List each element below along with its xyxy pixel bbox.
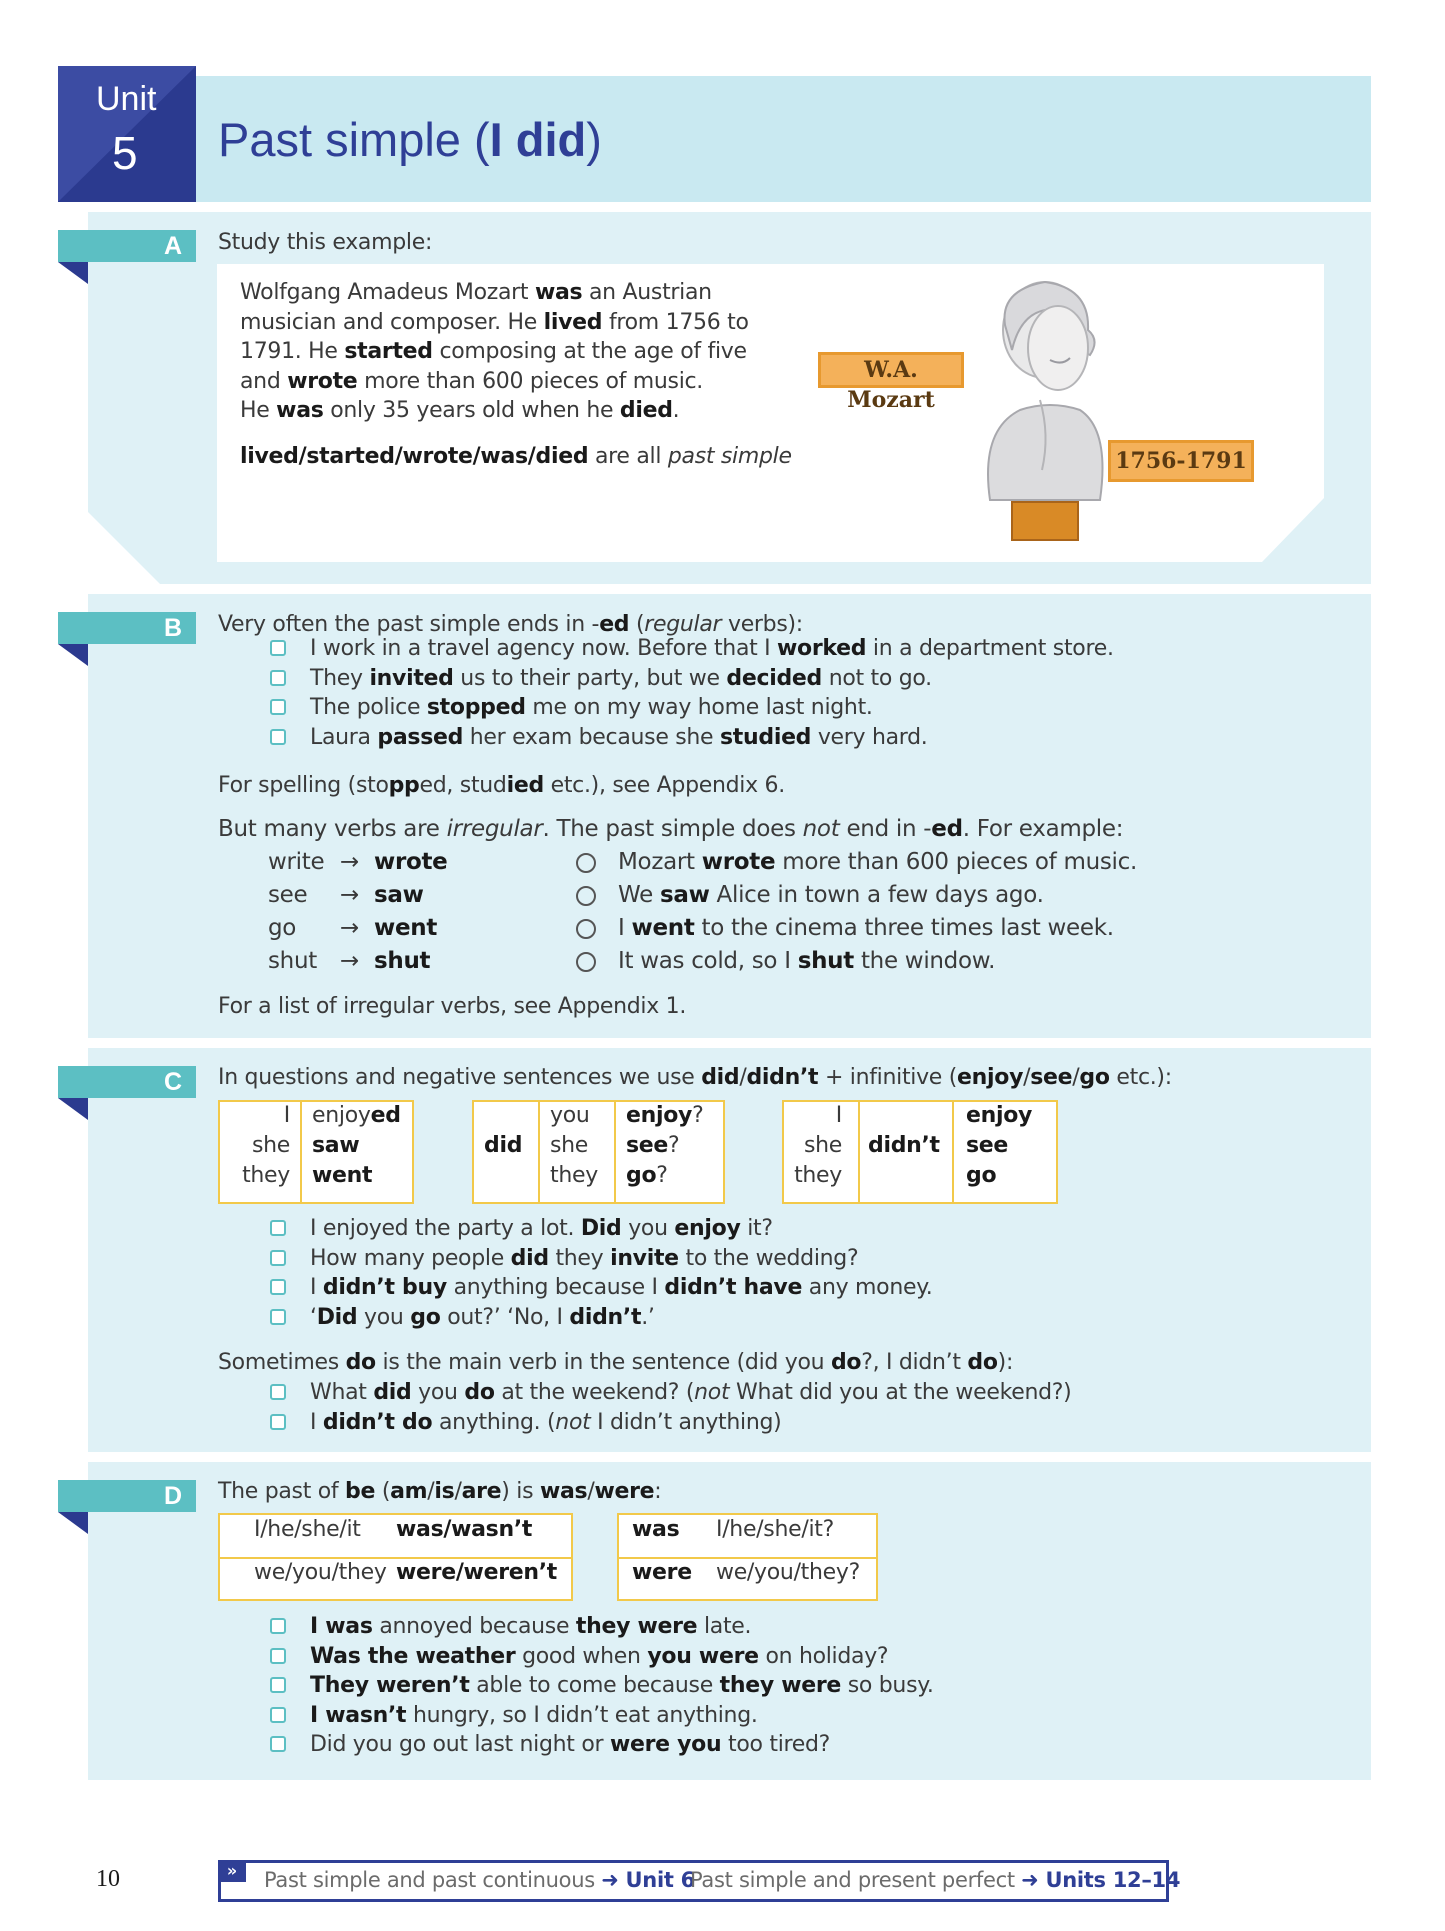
checkbox-icon (270, 670, 286, 686)
verb-past: went (374, 915, 438, 941)
checkbox-icon (270, 1707, 286, 1723)
example-sentence: I wasn’t hungry, so I didn’t eat anything. (310, 1702, 758, 1728)
checkbox-icon (270, 1648, 286, 1664)
past-simple-summary: lived/started/wrote/was/died are all past simple (240, 444, 792, 469)
table-verb: enjoy? (626, 1103, 704, 1128)
irregular-intro: But many verbs are irregular. The past simple does not end in -ed. For example: (218, 816, 1124, 842)
checkbox-icon (270, 699, 286, 715)
example-sentence: We saw Alice in town a few days ago. (618, 882, 1044, 908)
checkbox-icon (270, 1414, 286, 1430)
example-sentence: I didn’t buy anything because I didn’t have any money. (310, 1275, 933, 1300)
table-subject: she (251, 1133, 290, 1158)
example-sentence: They invited us to their party, but we decided not to go. (310, 665, 932, 691)
table-verb: enjoy (966, 1103, 1033, 1128)
circle-bullet-icon (576, 952, 596, 972)
unit-word: Unit (96, 80, 157, 118)
verb-base: see (268, 882, 308, 908)
circle-bullet-icon (576, 919, 596, 939)
do-main-verb-intro: Sometimes do is the main verb in the sentence (did you do?, I didn’t do): (218, 1350, 1014, 1375)
page-number: 10 (96, 1866, 120, 1892)
mozart-years-label: 1756-1791 (1108, 440, 1254, 482)
verb-past: wrote (374, 849, 448, 875)
table-subject: she (803, 1133, 842, 1158)
example-sentence: The police stopped me on my way home last night. (310, 695, 873, 720)
circle-bullet-icon (576, 853, 596, 873)
table-verb: see? (626, 1133, 680, 1158)
table-subject: they (794, 1163, 842, 1188)
table-verb: enjoyed (312, 1103, 401, 1128)
right-arrow-icon: → (340, 915, 359, 941)
mozart-line: Wolfgang Amadeus Mozart was an Austrian (240, 280, 712, 305)
section-a-tab: A (58, 230, 196, 262)
example-sentence: Mozart wrote more than 600 pieces of music. (618, 849, 1137, 875)
section-a-tab-fold (58, 262, 88, 284)
irregular-list-note: For a list of irregular verbs, see Appendix 1. (218, 994, 687, 1019)
table-subject: we/you/they? (716, 1560, 860, 1585)
table-subject: I/he/she/it (254, 1517, 361, 1542)
table-verb: go (966, 1163, 997, 1188)
section-c-tab-fold (58, 1098, 88, 1120)
section-d-tab: D (58, 1480, 196, 1512)
table-verb: was (632, 1517, 680, 1542)
page-title: Past simple (I did) (218, 113, 602, 166)
mozart-line: 1791. He started composing at the age of five (240, 339, 747, 364)
table-verb: were (632, 1560, 692, 1585)
section-d-intro: The past of be (am/is/are) is was/were: (218, 1479, 662, 1504)
crossref-link-units-12-14[interactable]: Past simple and present perfect ➜ Units 12–14 (690, 1868, 1181, 1892)
section-c-intro: In questions and negative sentences we use did/didn’t + infinitive (enjoy/see/go etc.): (218, 1065, 1172, 1090)
table-aux: didn’t (868, 1133, 940, 1158)
checkbox-icon (270, 1618, 286, 1634)
double-chevron-icon: » (218, 1860, 246, 1882)
example-sentence: It was cold, so I shut the window. (618, 948, 996, 974)
verb-base: go (268, 915, 297, 941)
right-arrow-icon: → (340, 948, 359, 974)
checkbox-icon (270, 640, 286, 656)
example-sentence: How many people did they invite to the wedding? (310, 1245, 859, 1271)
table-subject: I/he/she/it? (716, 1517, 834, 1542)
example-sentence: I enjoyed the party a lot. Did you enjoy it? (310, 1216, 773, 1241)
section-b-tab-fold (58, 644, 88, 666)
example-sentence: I was annoyed because they were late. (310, 1614, 752, 1639)
table-verb: go? (626, 1163, 668, 1188)
table-aux: did (484, 1133, 523, 1158)
checkbox-icon (270, 1309, 286, 1325)
example-sentence: Did you go out last night or were you too tired? (310, 1732, 831, 1757)
example-sentence: I went to the cinema three times last week. (618, 915, 1114, 941)
mozart-name-label: W.A. Mozart (818, 352, 964, 388)
table-subject: we/you/they (254, 1560, 387, 1585)
verb-base: write (268, 849, 325, 875)
example-sentence: Was the weather good when you were on holiday? (310, 1643, 889, 1669)
checkbox-icon (270, 1220, 286, 1236)
table-verb: went (312, 1163, 373, 1188)
section-a-corner (88, 512, 160, 584)
table-subject: you (550, 1103, 590, 1128)
example-sentence: I didn’t do anything. (not I didn’t anything) (310, 1409, 782, 1435)
crossref-link-unit-6[interactable]: Past simple and past continuous ➜ Unit 6 (264, 1868, 695, 1892)
table-verb: were/weren’t (396, 1560, 558, 1585)
mozart-line: and wrote more than 600 pieces of music. (240, 368, 704, 394)
section-c-tab: C (58, 1066, 196, 1098)
table-verb: saw (312, 1133, 360, 1158)
section-d-tab-fold (58, 1512, 88, 1534)
mozart-bust-illustration (950, 270, 1130, 550)
unit-number: 5 (112, 127, 138, 179)
verb-past: saw (374, 882, 424, 908)
verb-base: shut (268, 948, 317, 974)
mozart-line: musician and composer. He lived from 1756 to (240, 309, 749, 335)
checkbox-icon (270, 1250, 286, 1266)
checkbox-icon (270, 1736, 286, 1752)
section-b-tab: B (58, 612, 196, 644)
table-subject: she (550, 1133, 589, 1158)
example-sentence: They weren’t able to come because they were so busy. (310, 1673, 934, 1698)
circle-bullet-icon (576, 886, 596, 906)
table-subject: I (283, 1103, 290, 1128)
example-sentence: What did you do at the weekend? (not What did you at the weekend?) (310, 1380, 1072, 1405)
table-subject: I (835, 1103, 842, 1128)
table-verb: was/wasn’t (396, 1517, 533, 1542)
section-a-intro: Study this example: (218, 230, 433, 255)
checkbox-icon (270, 1384, 286, 1400)
checkbox-icon (270, 1279, 286, 1295)
right-arrow-icon: → (340, 882, 359, 908)
verb-past: shut (374, 948, 431, 974)
table-verb: see (966, 1133, 1009, 1158)
example-sentence: I work in a travel agency now. Before that I worked in a department store. (310, 636, 1114, 661)
example-card-corner (1262, 498, 1324, 562)
example-sentence: Laura passed her exam because she studied very hard. (310, 724, 928, 750)
checkbox-icon (270, 1677, 286, 1693)
section-b-intro: Very often the past simple ends in -ed (regular verbs): (218, 612, 803, 637)
table-subject: they (242, 1163, 290, 1188)
checkbox-icon (270, 729, 286, 745)
right-arrow-icon: → (340, 849, 359, 875)
example-sentence: ‘Did you go out?’ ‘No, I didn’t.’ (310, 1304, 655, 1330)
spelling-note: For spelling (stopped, studied etc.), see Appendix 6. (218, 773, 785, 798)
table-subject: they (550, 1163, 598, 1188)
mozart-line: He was only 35 years old when he died. (240, 398, 680, 423)
